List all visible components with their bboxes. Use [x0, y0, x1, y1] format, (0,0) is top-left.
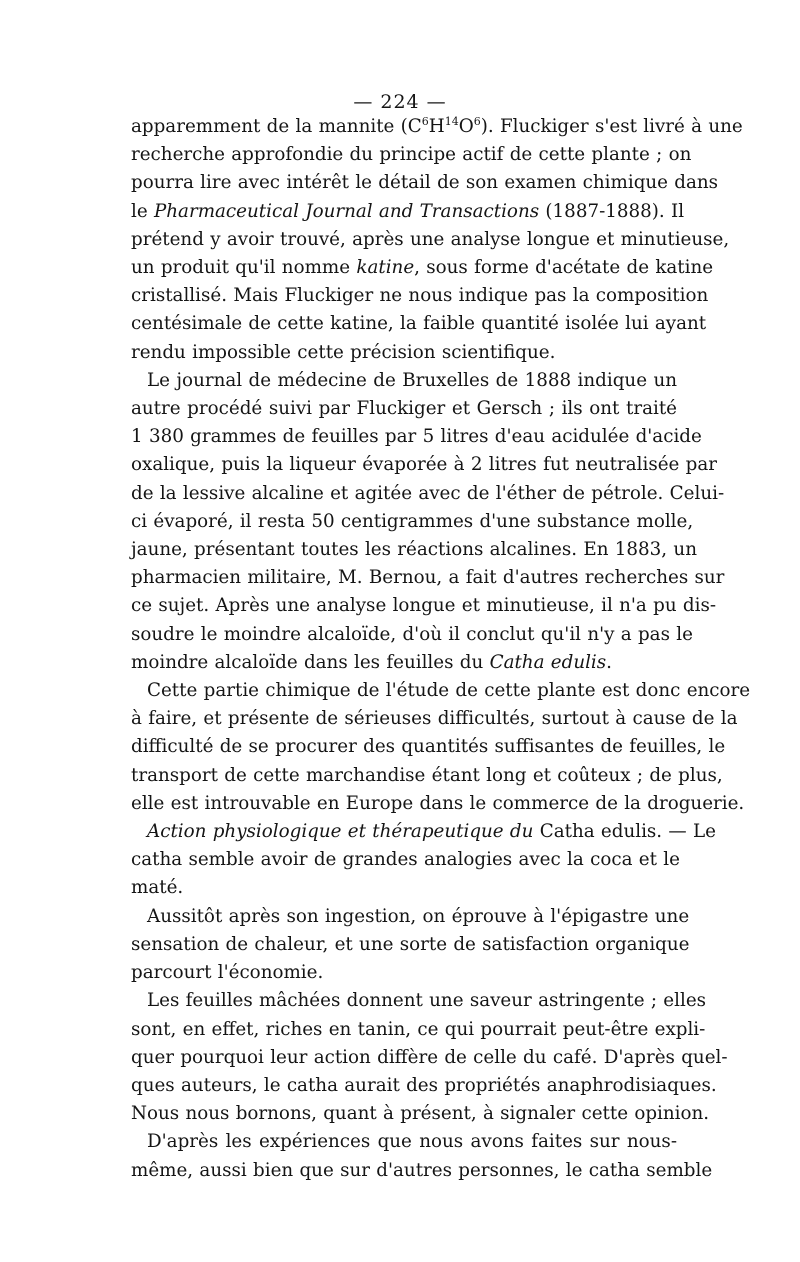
- text-run: , sous forme d'acétate de katine: [414, 257, 714, 279]
- text-line: [131, 959, 677, 987]
- italic-text: Action physiologique et thérapeutique du: [147, 821, 534, 843]
- italic-text: Catha edulis: [489, 651, 607, 673]
- text-line: [131, 649, 677, 677]
- text-run: prétend y avoir trouvé, après une analyse longue et minutieuse,: [131, 228, 730, 250]
- text-run: à faire, et présente de sérieuses difficultés, surtout à cause de la: [131, 708, 738, 730]
- text-run: apparemment de la mannite (C: [131, 116, 422, 137]
- text-line: [131, 480, 725, 508]
- text-run: ce sujet. Après une analyse longue et minutieuse, il n'a pu dis-: [131, 595, 717, 617]
- text-run: Le journal de médecine de Bruxelles de 1888 indique un: [147, 369, 677, 391]
- text-run: rendu impossible cette précision scientifique.: [131, 341, 556, 363]
- text-line: [131, 874, 677, 902]
- text-line: [131, 536, 697, 564]
- text-line: [131, 367, 677, 395]
- paragraph: [131, 903, 690, 988]
- paragraph: [131, 818, 716, 903]
- text-line: [131, 141, 692, 169]
- paragraph: [131, 677, 751, 818]
- text-line: [131, 282, 709, 310]
- text-line: [131, 762, 723, 790]
- text-run: O: [458, 116, 474, 137]
- text-run: même, aussi bien que sur d'autres personnes, le catha semble: [131, 1159, 713, 1181]
- text-line: [131, 508, 694, 536]
- text-line: [131, 1157, 713, 1185]
- text-run: recherche approfondie du principe actif de cette plante ; on: [131, 144, 692, 166]
- text-run: parcourt l'économie.: [131, 962, 324, 984]
- paragraph: [131, 367, 725, 677]
- text-line: [131, 621, 693, 649]
- italic-text: katine: [356, 257, 415, 279]
- text-run: transport de cette marchandise étant long et coûteux ; de plus,: [131, 764, 723, 786]
- text-run: 1 380 grammes de feuilles par 5 litres d'eau acidulée d'acide: [131, 426, 702, 448]
- text-line: [131, 1016, 706, 1044]
- text-run: autre procédé suivi par Fluckiger et Gersch ; ils ont traité: [131, 398, 677, 420]
- text-line: [131, 564, 725, 592]
- text-line: [131, 790, 745, 818]
- text-run: ci évaporé, il resta 50 centigrammes d'une substance molle,: [131, 510, 694, 532]
- text-line: [131, 677, 751, 705]
- text-run: soudre le moindre alcaloïde, d'où il conclut qu'il n'y a pas le: [131, 623, 693, 645]
- text-line: [131, 226, 730, 254]
- text-line: [131, 987, 707, 1015]
- text-run: Nous nous bornons, quant à présent, à signaler cette opinion.: [131, 1103, 710, 1125]
- text-run: Aussitôt après son ingestion, on éprouve à l'épigastre une: [147, 905, 690, 927]
- text-run: oxalique, puis la liqueur évaporée à 2 litres fut neutralisée par: [131, 454, 718, 476]
- text-line: [131, 1100, 710, 1128]
- text-run: quer pourquoi leur action diffère de celle du café. D'après quel-: [131, 1046, 728, 1068]
- text-line: [131, 1072, 717, 1100]
- text-run: ). Fluckiger s'est livré à une: [480, 116, 743, 137]
- paragraph: [131, 987, 728, 1128]
- text-line: [131, 254, 714, 282]
- text-line: [131, 818, 716, 846]
- text-line: [131, 339, 677, 367]
- text-line: [131, 310, 707, 338]
- text-line: [131, 733, 726, 761]
- text-run: pharmacien militaire, M. Bernou, a fait d'autres recherches sur: [131, 567, 725, 589]
- text-line: [131, 1128, 677, 1156]
- text-line: [131, 198, 685, 226]
- text-line: [131, 395, 677, 423]
- text-line: [131, 592, 717, 620]
- text-line: [131, 451, 718, 479]
- text-line: [131, 931, 690, 959]
- text-run: difficulté de se procurer des quantités suffisantes de feuilles, le: [131, 736, 726, 758]
- text-run: pourra lire avec intérêt le détail de son examen chimique dans: [131, 172, 719, 194]
- text-line: [131, 423, 702, 451]
- paragraph: [131, 1128, 713, 1184]
- paragraph: [131, 113, 743, 367]
- text-run: .: [606, 651, 612, 673]
- text-run: H: [428, 116, 445, 137]
- text-line: [131, 705, 738, 733]
- text-run: cristallisé. Mais Fluckiger ne nous indique pas la composition: [131, 285, 709, 307]
- text-run: D'après les expériences que nous avons faites sur nous-: [147, 1131, 677, 1153]
- text-run: catha semble avoir de grandes analogies avec la coca et le: [131, 849, 680, 871]
- text-run: maté.: [131, 877, 184, 899]
- text-run: le: [131, 200, 154, 222]
- text-run: Les feuilles mâchées donnent une saveur astringente ; elles: [147, 990, 707, 1012]
- text-run: sont, en effet, riches en tanin, ce qui pourrait peut-être expli-: [131, 1018, 706, 1040]
- italic-text: Pharmaceutical Journal and Transactions: [153, 200, 540, 222]
- text-run: de la lessive alcaline et agitée avec de l'éther de pétrole. Celui-: [131, 482, 725, 504]
- formula-subscript: 6: [421, 114, 429, 128]
- text-run: moindre alcaloïde dans les feuilles du: [131, 651, 490, 673]
- text-line: [131, 169, 719, 197]
- formula-subscript: 14: [444, 114, 459, 128]
- text-run: (1887-1888). Il: [539, 200, 685, 222]
- text-line: [131, 846, 680, 874]
- text-run: sensation de chaleur, et une sorte de satisfaction organique: [131, 933, 690, 955]
- text-line: [131, 113, 743, 141]
- text-run: Catha edulis. — Le: [533, 821, 716, 843]
- page-number: — 224 —: [353, 91, 447, 113]
- text-run: Cette partie chimique de l'étude de cette plante est donc encore: [147, 680, 751, 702]
- text-run: elle est introuvable en Europe dans le commerce de la droguerie.: [131, 792, 745, 814]
- text-run: centésimale de cette katine, la faible quantité isolée lui ayant: [131, 313, 707, 335]
- body-text: [131, 113, 751, 1185]
- formula-subscript: 6: [473, 114, 481, 128]
- text-run: un produit qu'il nomme: [131, 257, 357, 279]
- text-run: ques auteurs, le catha aurait des propriétés anaphrodisiaques.: [131, 1074, 717, 1096]
- text-line: [131, 903, 690, 931]
- text-run: jaune, présentant toutes les réactions alcalines. En 1883, un: [131, 539, 697, 561]
- text-line: [131, 1044, 728, 1072]
